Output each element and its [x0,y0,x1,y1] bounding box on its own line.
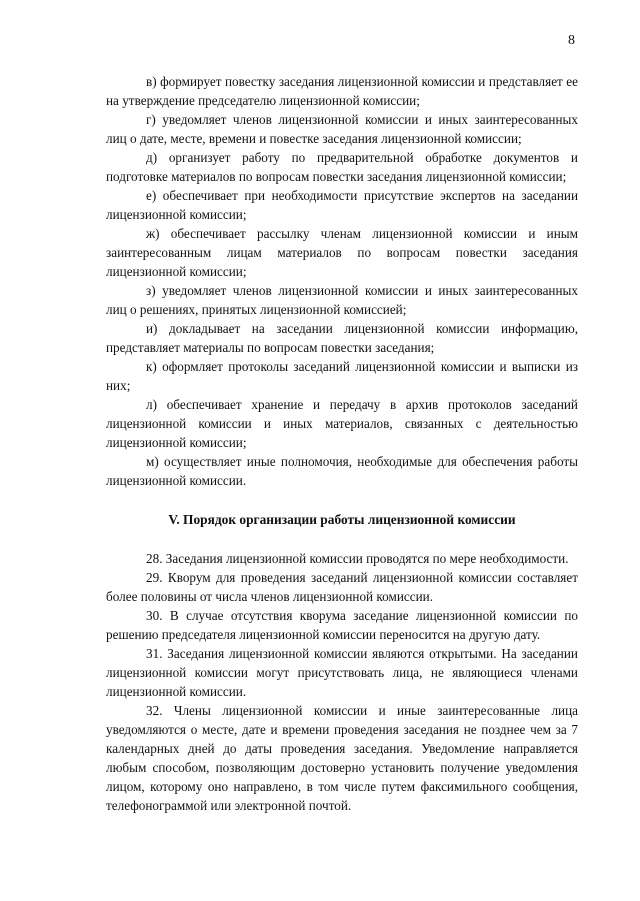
paragraph-31: 31. Заседания лицензионной комиссии являются открытыми. На заседании лицензионной комиссии могут присутствовать лица, не являющиеся членами лицензионной комиссии. [106,646,578,699]
procedure-list [106,549,578,815]
page-number: 8 [568,33,575,48]
paragraph-d: д) организует работу по предварительной обработке документов и подготовке материалов по вопросам повестки заседания лицензионной комиссии; [106,150,578,184]
paragraph-l: л) обеспечивает хранение и передачу в архив протоколов заседаний лицензионной комиссии и иных материалов, связанных с деятельностью лицензионной комиссии; [106,397,578,450]
paragraph-g: г) уведомляет членов лицензионной комиссии и иных заинтересованных лиц о дате, месте, времени и повестке заседания лицензионной комиссии; [106,112,578,146]
paragraph-e: е) обеспечивает при необходимости присутствие экспертов на заседании лицензионной комиссии; [106,188,578,222]
paragraph-29: 29. Кворум для проведения заседаний лицензионной комиссии составляет более половины от числа членов лицензионной комиссии. [106,570,578,604]
paragraph-v: в) формирует повестку заседания лицензионной комиссии и представляет ее на утверждение председателю лицензионной комиссии; [106,74,578,108]
paragraph-zh: ж) обеспечивает рассылку членам лицензионной комиссии и иным заинтересованным лицам материалов по вопросам повестки заседания лицензионной комиссии; [106,226,578,279]
paragraph-i: и) докладывает на заседании лицензионной комиссии информацию, представляет материалы по вопросам повестки заседания; [106,321,578,355]
paragraph-m: м) осуществляет иные полномочия, необходимые для обеспечения работы лицензионной комиссии. [106,454,578,488]
section-heading: V. Порядок организации работы лицензионной комиссии [168,512,516,527]
paragraph-28: 28. Заседания лицензионной комиссии проводятся по мере необходимости. [146,551,569,566]
duties-list [106,72,578,490]
paragraph-k: к) оформляет протоколы заседаний лицензионной комиссии и выписки из них; [106,359,578,393]
paragraph-z: з) уведомляет членов лицензионной комиссии и иных заинтересованных лиц о решениях, принятых лицензионной комиссией; [106,283,578,317]
document-body [106,72,578,815]
paragraph-30: 30. В случае отсутствия кворума заседание лицензионной комиссии по решению председателя лицензионной комиссии переносится на другую дату. [106,608,578,642]
paragraph-32: 32. Члены лицензионной комиссии и иные заинтересованные лица уведомляются о месте, дате и времени проведения заседания не позднее чем за 7 календарных дней до даты проведения заседания. Уведомление направляется любым способом, позволяющим достоверно установить получение уведомления лицом, которому оно направлено, в том числе путем факсимильного сообщения, телефонограммой или электронной почтой. [106,703,578,813]
